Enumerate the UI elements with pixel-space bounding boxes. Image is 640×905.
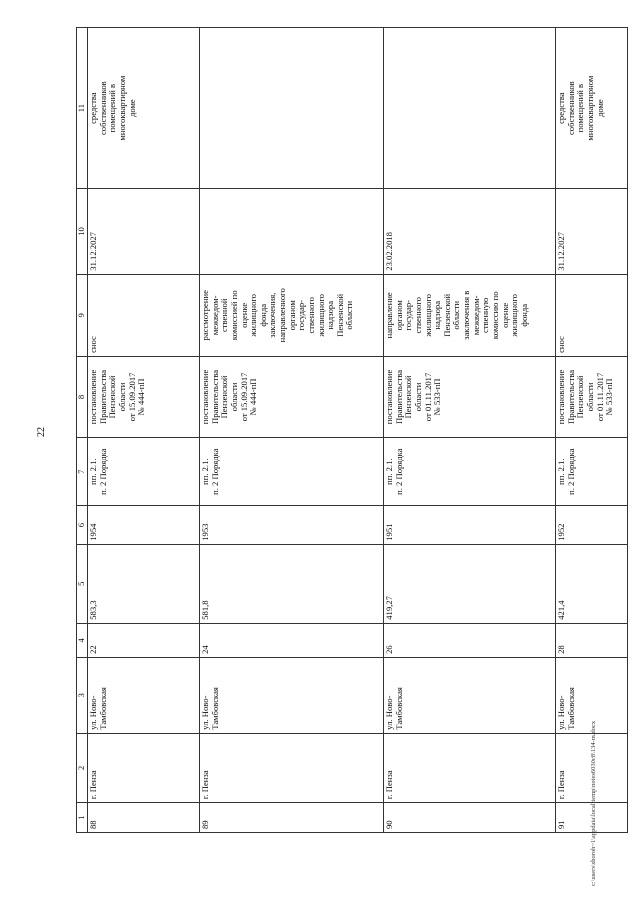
table-row (200, 28, 384, 833)
city-cell: г. Пенза (200, 733, 384, 802)
page-number: 22 (36, 427, 47, 437)
funding-cell (384, 28, 556, 189)
funding-cell (200, 28, 384, 189)
column-number: 7 (77, 438, 88, 506)
year-cell: 1951 (384, 506, 556, 544)
table-row (384, 28, 556, 833)
clause-cell: пп. 2.1. п. 2 Порядка (556, 438, 628, 506)
column-number: 11 (77, 28, 88, 189)
area-cell: 419,27 (384, 544, 556, 623)
document-file-path: c:\users\sboroh~1\appdata\local\temp\notes6030c8\134-m.docx (590, 720, 597, 886)
area-cell: 581,8 (200, 544, 384, 623)
area-cell: 583,3 (88, 544, 200, 623)
column-number: 9 (77, 274, 88, 356)
street-cell: ул. Ново- Тамбовская (556, 657, 628, 733)
deadline-cell: 23.02.2018 (384, 189, 556, 274)
house-cell: 22 (88, 623, 200, 657)
column-number: 1 (77, 803, 88, 833)
year-cell: 1954 (88, 506, 200, 544)
row-number: 90 (384, 803, 556, 833)
street-cell: ул. Ново- Тамбовская (200, 657, 384, 733)
clause-cell: пп. 2.1. п. 2 Порядка (88, 438, 200, 506)
house-cell: 28 (556, 623, 628, 657)
table-header (77, 28, 88, 833)
clause-cell: пп. 2.1. п. 2 Порядка (384, 438, 556, 506)
city-cell: г. Пенза (88, 733, 200, 802)
table-row (88, 28, 200, 833)
act-cell: постановление Правительства Пензенской области от 01.11.2017 № 533-пП (384, 356, 556, 437)
measure-cell: направление органом государ- ственного жилищного надзора Пензенской области заключения в межведом- ственную комиссию по оценке жилищного фонда (384, 274, 556, 356)
area-cell: 421,4 (556, 544, 628, 623)
measure-cell: снос (88, 274, 200, 356)
deadline-cell: 31.12.2027 (88, 189, 200, 274)
row-number: 89 (200, 803, 384, 833)
year-cell: 1953 (200, 506, 384, 544)
row-number: 88 (88, 803, 200, 833)
column-number: 6 (77, 506, 88, 544)
funding-cell: средства собственников помещений в многоквартирном доме (556, 28, 628, 189)
column-number: 3 (77, 657, 88, 733)
clause-cell: пп. 2.1. п. 2 Порядка (200, 438, 384, 506)
row-number: 91 (556, 803, 628, 833)
street-cell: ул. Ново- Тамбовская (384, 657, 556, 733)
house-cell: 24 (200, 623, 384, 657)
year-cell: 1952 (556, 506, 628, 544)
act-cell: постановление Правительства Пензенской области от 15.09.2017 № 444-пП (88, 356, 200, 437)
column-number: 5 (77, 544, 88, 623)
column-number: 8 (77, 356, 88, 437)
act-cell: постановление Правительства Пензенской области от 01.11.2017 № 533-пП (556, 356, 628, 437)
city-cell: г. Пенза (384, 733, 556, 802)
deadline-cell (200, 189, 384, 274)
act-cell: постановление Правительства Пензенской области от 15.09.2017 № 444-пП (200, 356, 384, 437)
funding-cell: средства собственников помещений в многоквартирном доме (88, 28, 200, 189)
housing-table (76, 27, 628, 833)
column-number: 4 (77, 623, 88, 657)
city-cell: г. Пенза (556, 733, 628, 802)
house-cell: 26 (384, 623, 556, 657)
column-number: 10 (77, 189, 88, 274)
measure-cell: рассмотрение межведом- ственной комиссией по оценке жилищного фонда заключения, направленного органом государ- ственного жилищного надзора Пензенской области (200, 274, 384, 356)
measure-cell: снос (556, 274, 628, 356)
column-number: 2 (77, 733, 88, 802)
street-cell: ул. Ново- Тамбовская (88, 657, 200, 733)
deadline-cell: 31.12.2027 (556, 189, 628, 274)
